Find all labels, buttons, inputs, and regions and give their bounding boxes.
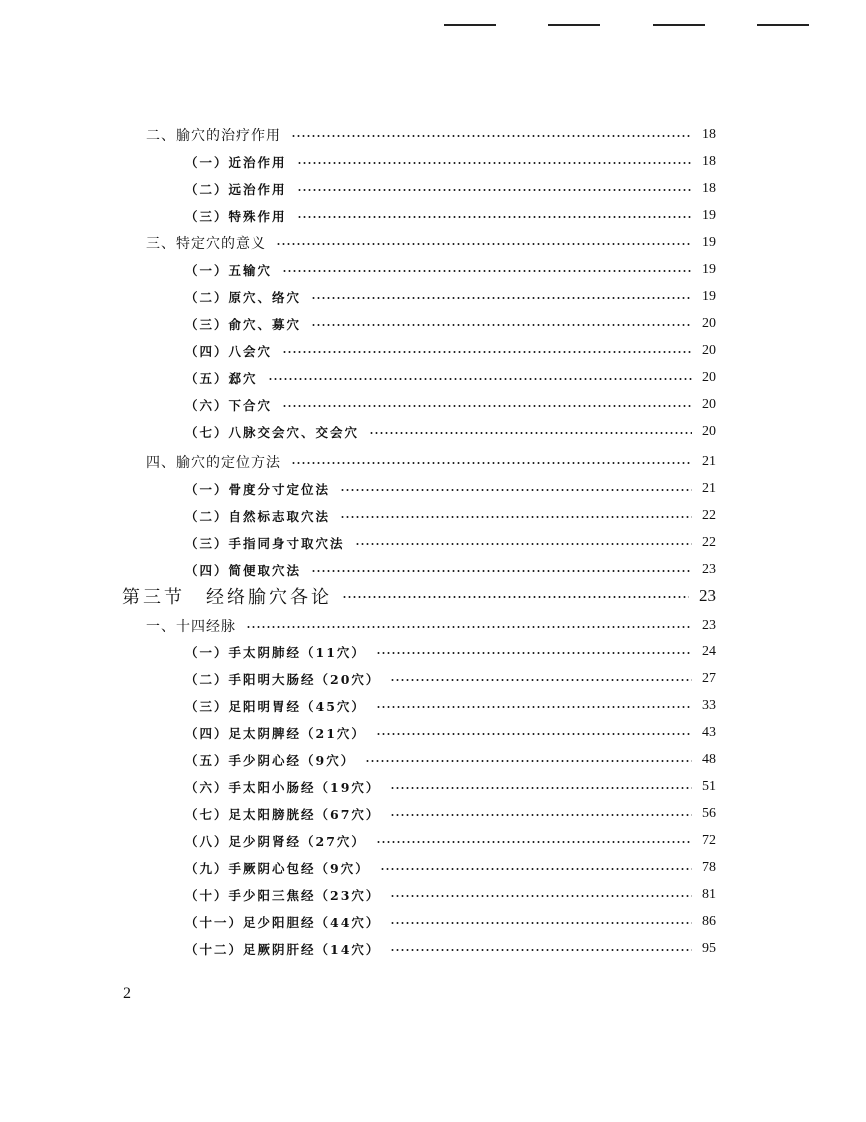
header-rule [653,24,705,26]
toc-entry-label: （三）俞穴、募穴 [185,317,302,332]
header-rule [757,24,809,26]
toc-entry[interactable] [185,856,716,880]
leader-dots [311,297,692,299]
toc-entry-label: （三）足阳明胃经（45穴） [185,699,366,714]
leader-dots [282,351,692,353]
toc-entry-label: （一）五输穴 [185,263,273,278]
toc-entry-page: 27 [702,671,716,686]
toc-entry-label: （五）手少阴心经（9穴） [185,753,356,768]
toc-entry-page: 56 [702,806,716,821]
toc-entry-page: 23 [702,562,716,577]
toc-entry[interactable] [185,802,716,826]
leader-dots [390,814,692,816]
toc-entry[interactable] [185,393,716,417]
toc-entry[interactable] [185,721,716,745]
toc-entry-label: （六）下合穴 [185,398,273,413]
toc-entry[interactable] [185,177,716,201]
toc-entry[interactable] [185,748,716,772]
toc-entry-page: 95 [702,941,716,956]
leader-dots [369,432,692,434]
leader-dots [376,652,692,654]
toc-entry-page: 23 [699,586,716,605]
toc-entry-page: 18 [702,127,716,142]
leader-dots [355,543,692,545]
toc-entry-label: （九）手厥阴心包经（9穴） [185,861,370,876]
leader-dots [268,378,692,380]
toc-entry-page: 81 [702,887,716,902]
toc-entry[interactable] [146,614,716,638]
toc-entry-page: 21 [702,481,716,496]
toc-entry[interactable] [146,231,716,255]
toc-entry[interactable] [185,937,716,961]
leader-dots [297,189,692,191]
toc-entry[interactable] [146,450,716,474]
leader-dots [291,135,692,137]
leader-dots [342,596,689,598]
toc-entry-page: 24 [702,644,716,659]
toc-entry-label: （二）手阳明大肠经（20穴） [185,672,381,687]
toc-entry[interactable] [185,829,716,853]
leader-dots [291,462,692,464]
leader-dots [390,895,692,897]
toc-entry-page: 20 [702,316,716,331]
toc-entry-label: （八）足少阴肾经（27穴） [185,834,366,849]
toc-entry[interactable] [185,204,716,228]
leader-dots [297,216,692,218]
leader-dots [282,270,692,272]
toc-entry-label: 三、特定穴的意义 [146,236,266,252]
toc-entry-label: （六）手太阳小肠经（19穴） [185,780,381,795]
toc-entry-page: 19 [702,262,716,277]
toc-entry-label: 一、十四经脉 [146,619,236,635]
toc-entry-page: 21 [702,454,716,469]
toc-entry-page: 23 [702,618,716,633]
toc-entry-page: 18 [702,181,716,196]
toc-entry[interactable] [185,150,716,174]
leader-dots [376,733,692,735]
leader-dots [365,760,692,762]
toc-entry-label: （三）特殊作用 [185,209,287,224]
leader-dots [390,787,692,789]
toc-entry-page: 20 [702,370,716,385]
toc-entry-label: （二）远治作用 [185,182,287,197]
toc-entry-page: 19 [702,235,716,250]
leader-dots [376,706,692,708]
toc-entry[interactable] [146,123,716,147]
toc-entry-page: 18 [702,154,716,169]
toc-entry-label: （一）近治作用 [185,155,287,170]
toc-entry[interactable] [185,694,716,718]
toc-entry-page: 72 [702,833,716,848]
toc-entry-label: 二、腧穴的治疗作用 [146,128,281,144]
leader-dots [390,679,692,681]
toc-entry-page: 22 [702,508,716,523]
toc-entry-label: （一）骨度分寸定位法 [185,482,331,497]
toc-entry[interactable] [122,584,716,608]
toc-entry[interactable] [185,477,716,501]
toc-entry-label: 第三节 经络腧穴各论 [122,587,332,608]
toc-entry-page: 19 [702,208,716,223]
toc-entry[interactable] [185,531,716,555]
toc-entry-label: （四）简便取穴法 [185,563,302,578]
toc-entry[interactable] [185,312,716,336]
toc-entry-page: 20 [702,397,716,412]
toc-entry-page: 33 [702,698,716,713]
toc-entry-label: （二）自然标志取穴法 [185,509,331,524]
leader-dots [376,841,692,843]
toc-entry-label: （四）足太阴脾经（21穴） [185,726,366,741]
toc-entry[interactable] [185,667,716,691]
toc-entry[interactable] [185,258,716,282]
toc-entry-label: （三）手指同身寸取穴法 [185,536,345,551]
toc-entry-page: 86 [702,914,716,929]
leader-dots [311,324,692,326]
page-number: 2 [123,985,131,1002]
toc-entry[interactable] [185,558,716,582]
toc-entry[interactable] [185,640,716,664]
toc-entry[interactable] [185,883,716,907]
toc-entry-label: （四）八会穴 [185,344,273,359]
toc-entry-page: 78 [702,860,716,875]
toc-entry-page: 48 [702,752,716,767]
toc-entry[interactable] [185,366,716,390]
leader-dots [340,516,692,518]
header-rule [548,24,600,26]
toc-entry-page: 22 [702,535,716,550]
toc-entry-label: （十）手少阳三焦经（23穴） [185,888,381,903]
toc-entry[interactable] [185,339,716,363]
leader-dots [340,489,692,491]
toc-entry-label: （十二）足厥阴肝经（14穴） [185,942,381,957]
toc-entry-page: 20 [702,343,716,358]
toc-entry-label: （十一）足少阳胆经（44穴） [185,915,381,930]
toc-entry[interactable] [185,504,716,528]
toc-entry-label: 四、腧穴的定位方法 [146,455,281,471]
leader-dots [276,243,692,245]
toc-entry-label: （七）八脉交会穴、交会穴 [185,425,360,440]
toc-entry[interactable] [185,775,716,799]
leader-dots [390,949,692,951]
leader-dots [380,868,692,870]
leader-dots [311,570,692,572]
toc-entry-page: 43 [702,725,716,740]
toc-entry-page: 19 [702,289,716,304]
leader-dots [246,626,692,628]
toc-entry-page: 51 [702,779,716,794]
leader-dots [390,922,692,924]
toc-entry[interactable] [185,910,716,934]
toc-entry-label: （二）原穴、络穴 [185,290,302,305]
toc-entry-page: 20 [702,424,716,439]
leader-dots [297,162,692,164]
toc-entry-label: （七）足太阳膀胱经（67穴） [185,807,381,822]
header-rule [444,24,496,26]
toc-entry-label: （一）手太阴肺经（11穴） [185,645,366,660]
leader-dots [282,405,692,407]
toc-entry-label: （五）郄穴 [185,371,258,386]
toc-entry[interactable] [185,420,716,444]
toc-entry[interactable] [185,285,716,309]
